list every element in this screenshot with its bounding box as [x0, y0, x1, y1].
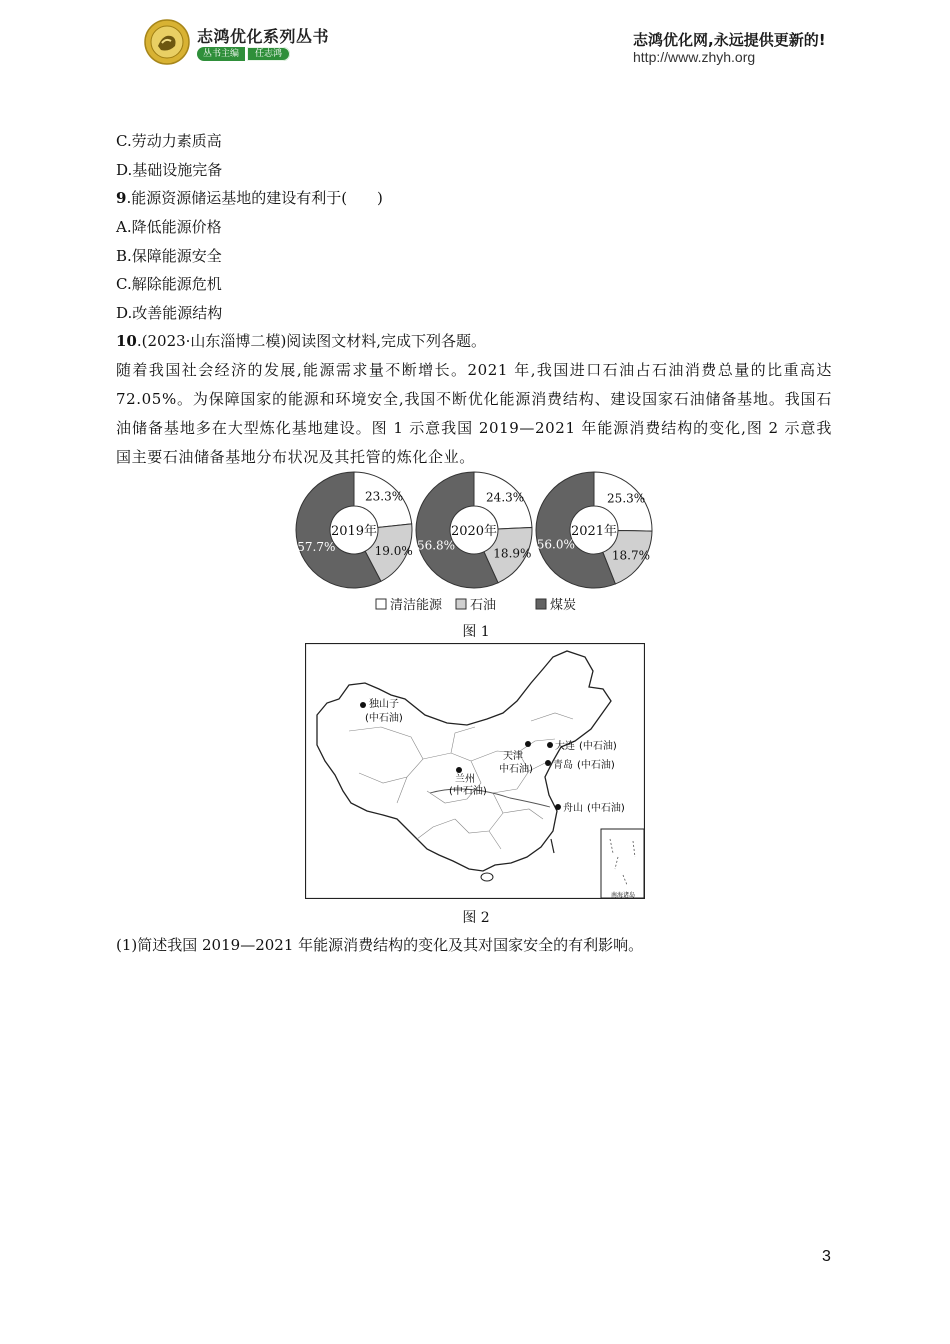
legend-label: 煤炭: [550, 598, 577, 613]
option-c-prev: C.劳动力素质高: [116, 132, 222, 150]
site-name-zhoushan: 舟山: [563, 803, 583, 814]
site-company-dushanzi: (中石油): [365, 713, 403, 724]
page-header: [0, 0, 950, 90]
donut-data-label: 25.3%: [607, 491, 646, 506]
site-company-qingdao: (中石油): [577, 760, 615, 771]
site-company-zhoushan: (中石油): [587, 803, 625, 814]
site-dot: [360, 702, 366, 708]
donut-data-label: 19.0%: [374, 544, 413, 559]
legend-swatch: [376, 599, 386, 609]
question-10-stem: [116, 331, 486, 351]
badge-name: 任志鸿: [247, 47, 290, 61]
donut-data-label: 24.3%: [486, 490, 525, 505]
donut-year-label: 2021年: [570, 524, 618, 539]
question-text: .(2023·山东淄博二模)阅读图文材料,完成下列各题。: [136, 332, 487, 350]
page-number: 3: [822, 1248, 831, 1265]
question-text: .能源资源储运基地的建设有利于( ): [126, 189, 383, 207]
q9-option-c: C.解除能源危机: [116, 275, 222, 293]
inset-box: [601, 829, 644, 898]
figure-2-caption: 图 2: [462, 910, 490, 926]
badge-label: 丛书主编: [197, 47, 245, 61]
donut-data-label: 18.9%: [493, 546, 532, 561]
logo-seal-icon: [144, 19, 190, 65]
site-dot: [547, 742, 553, 748]
donut-year-label: 2020年: [450, 524, 498, 539]
site-dot: [545, 760, 551, 766]
site-name-qingdao: 青岛: [553, 760, 573, 771]
site-dot: [555, 804, 561, 810]
site-name-lanzhou: 兰州: [455, 774, 475, 785]
figure-1-caption: 图 1: [462, 624, 490, 640]
question-number: 9: [116, 189, 127, 207]
donut-data-label: 23.3%: [365, 489, 404, 504]
legend-label: 石油: [470, 598, 497, 613]
site-company-dalian: (中石油): [579, 741, 617, 752]
site-name-dalian: 大连: [555, 741, 575, 752]
donut-data-label: 56.8%: [416, 538, 456, 553]
editor-badge: [197, 47, 290, 61]
legend-label: 清洁能源: [390, 598, 443, 613]
legend-swatch: [456, 599, 466, 609]
china-oil-reserve-map: [305, 643, 645, 899]
inset-label: 南海诸岛: [610, 892, 636, 899]
q9-option-d: D.改善能源结构: [116, 304, 223, 322]
site-slogan: 志鸿优化网,永远提供更新的!: [633, 31, 826, 49]
q9-option-a: A.降低能源价格: [116, 218, 222, 236]
site-name-tianjin: 天津: [503, 751, 523, 762]
donut-data-label: 57.7%: [297, 539, 336, 554]
site-company-tianjin: 中石油): [499, 764, 533, 775]
map-frame: [306, 644, 645, 899]
site-url-link[interactable]: http://www.zhyh.org: [633, 49, 756, 65]
donut-data-label: 18.7%: [611, 548, 651, 563]
option-d-prev: D.基础设施完备: [116, 161, 223, 179]
q9-option-b: B.保障能源安全: [116, 247, 222, 265]
site-company-lanzhou: (中石油): [449, 786, 487, 797]
site-dot: [525, 741, 531, 747]
site-dot: [456, 767, 462, 773]
site-name-dushanzi: 独山子: [369, 699, 399, 710]
series-title: 志鸿优化系列丛书: [197, 27, 330, 46]
energy-structure-chart: [292, 468, 664, 618]
question-number: 10: [116, 332, 137, 350]
legend-swatch: [536, 599, 546, 609]
donut-year-label: 2019年: [330, 524, 378, 539]
sub-question-1: (1)简述我国 2019—2021 年能源消费结构的变化及其对国家安全的有利影响。: [116, 936, 644, 954]
question-9-stem: [116, 188, 383, 208]
donut-data-label: 56.0%: [536, 537, 575, 552]
material-paragraph: 随着我国社会经济的发展,能源需求量不断增长。2021 年,我国进口石油占石油消费总量的比重高达 72.05%。为保障国家的能源和环境安全,我国不断优化能源消费结构、建设国家石油储备基地。我国石油储备基地多在大型炼化基地建设。图 1 示意我国 2019—2021 年能源消费结构的变化,图 2 示意我国主要石油储备基地分布状况及其托管的炼化企业。: [116, 361, 832, 466]
